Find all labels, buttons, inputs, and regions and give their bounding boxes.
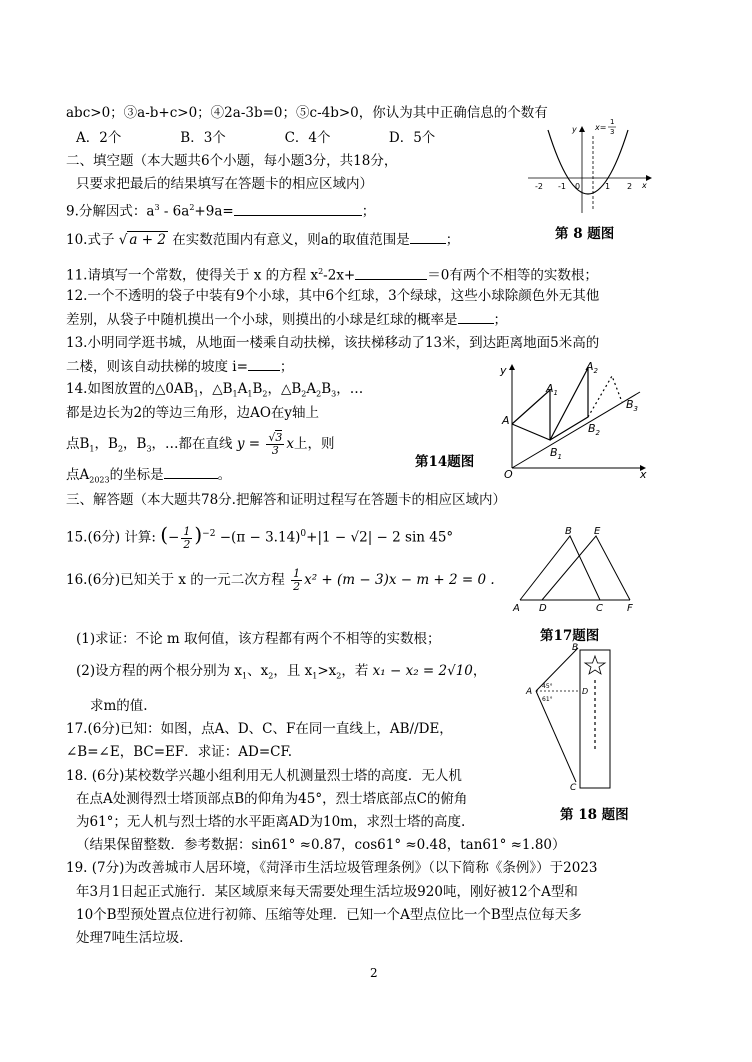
q13-line1: 13.小明同学逛书城，从地面一楼乘自动扶梯，该扶梯移动了13米，到达距离地面5米高的	[66, 335, 600, 351]
fig14-B2: $B_2$	[588, 422, 601, 437]
q12-text: 差别，从袋子中随机摸出一个小球，则摸出的小球是红球的概率是	[66, 312, 458, 328]
fig14-x-label: x	[640, 468, 647, 481]
fig14-A1: $A_1$	[546, 382, 558, 397]
line-eq-x: x	[286, 436, 295, 452]
q8-condition-line: abc>0；③a-b+c>0；④2a-3b=0；⑤c-4b>0，你认为其中正确信息的个数有	[66, 105, 548, 121]
q14-t8: ，…	[336, 381, 364, 397]
q16-sub3: 1	[312, 671, 318, 681]
fig18-line-ac	[536, 691, 576, 782]
q17-line2: ∠B=∠E，BC=EF．求证：AD=CF.	[66, 744, 293, 760]
q19-line2: 年3月1日起正式施行．某区域原来每天需要处理生活垃圾920吨，刚好被12个A型和	[76, 884, 578, 900]
fig8-tick-neg2: -2	[535, 182, 543, 191]
q9-end: ；	[361, 203, 376, 220]
page-number: 2	[370, 966, 378, 980]
sqrt-a-plus-2: √ a + 2	[118, 232, 166, 248]
q14-sub6: 2	[316, 389, 322, 399]
q14-line4	[66, 464, 231, 491]
q9-text-3: +9a=	[194, 203, 234, 220]
q14-line1	[66, 379, 363, 405]
option-b: B．3个	[180, 130, 226, 146]
q17-line1: 17.(6分)已知：如图，点A、D、C、F在同一直线上，AB//DE，	[66, 721, 453, 737]
frac-den: 3	[271, 444, 279, 457]
fig18-B: B	[572, 643, 579, 653]
q10-text-2: 在实数范围内有意义，则a的取值范围是	[172, 232, 410, 248]
q15-exp: −2	[202, 529, 216, 539]
fig14-line	[512, 392, 640, 468]
fig8-sym-den: 3	[610, 128, 615, 136]
figure-17-triangles	[510, 526, 640, 616]
fig8-x-label: x	[642, 181, 647, 190]
q15-half-n: 1	[183, 524, 191, 538]
q10-end: ；	[445, 232, 460, 248]
figure-18-tower	[522, 642, 632, 792]
q13-text: 二楼，则该自动扶梯的坡度 i=	[66, 359, 248, 375]
q9-answer-blank[interactable]	[234, 201, 362, 216]
figure-8-parabola	[528, 118, 658, 218]
q14-c1: 点B	[66, 436, 90, 452]
q15-text: 15.(6分) 计算:	[66, 529, 156, 546]
q14-t6: A	[306, 381, 317, 397]
q10-answer-blank[interactable]	[410, 229, 446, 244]
q16-c6: ，	[472, 663, 487, 679]
q9-text-2: - 6a	[159, 203, 190, 220]
sqrt3-over-3: $\frac{√3}{3}$	[268, 431, 283, 457]
fig18-A: A	[526, 687, 533, 697]
fig8-x-arrow	[646, 175, 652, 181]
option-c: C．4个	[284, 130, 331, 146]
q16-half-d: 2	[293, 580, 301, 593]
q10-text: 10.式子	[66, 232, 115, 248]
q14-sub3: 1	[247, 389, 253, 399]
q14-line2: 都是边长为2的等边三角形，边AO在y轴上	[66, 405, 320, 421]
fig17-triangle-def	[542, 536, 630, 600]
q15-paren-close: )	[194, 522, 203, 547]
fig14-triangle-2	[550, 368, 588, 440]
q12-answer-blank[interactable]	[458, 309, 494, 324]
q16-root-diff: x₁ − x₂ = 2√10	[372, 663, 473, 679]
q14-d2: 的坐标是	[109, 467, 164, 483]
q19-line3: 10个B型预处置点位进行初筛、压缩等处理．已知一个A型点位比一个B型点位每天多	[76, 907, 582, 923]
fig17-C: C	[596, 603, 603, 614]
fig14-triangle-1	[512, 390, 550, 440]
q15-paren-open: (	[160, 522, 169, 547]
q12-line2	[66, 309, 507, 330]
q16-half	[291, 568, 302, 593]
fig8-tick-1: 1	[605, 182, 611, 191]
q16-c3: ，且 x	[273, 663, 313, 679]
q14-sub2: 1	[232, 389, 238, 399]
fig14-origin: O	[504, 468, 513, 481]
fig8-y-label: y	[572, 125, 577, 134]
q13-answer-blank[interactable]	[248, 356, 280, 371]
q14-d1: 点A	[66, 467, 90, 483]
q15-minus: −	[168, 529, 180, 546]
q19-line1: 19. (7分)为改善城市人居环境，《菏泽市生活垃圾管理条例》（以下简称《条例》）于2023	[66, 860, 598, 876]
fig18-angle-45: 45°	[542, 683, 553, 690]
option-d: D．5个	[388, 130, 436, 146]
q14-sub5: 2	[301, 389, 307, 399]
q12-end: ；	[493, 312, 507, 328]
q13-end: ；	[279, 359, 294, 375]
fig8-y-arrow	[579, 126, 585, 132]
q15-term3: +|1 − √2| − 2 sin 45°	[306, 529, 454, 546]
q14-c3: ，B	[123, 436, 147, 452]
q18-line3: 为61°；无人机与烈士塔的水平距离AD为10m，求烈士塔的高度.	[76, 814, 466, 830]
caption-fig-14: 第14题图	[415, 454, 475, 470]
section-3-title: 三、解答题（本大题共78分.把解答和证明过程写在答题卡的相应区域内）	[66, 492, 506, 508]
q16-c2: 、x	[247, 663, 269, 679]
q14-answer-blank[interactable]	[164, 464, 218, 479]
q14-c-sub2: 2	[117, 444, 124, 454]
q14-c5: 上，则	[294, 436, 335, 452]
q9-sup-3: 3	[154, 203, 160, 212]
fig8-tick-neg1: -1	[558, 182, 566, 191]
q9	[66, 198, 375, 222]
fig17-A: A	[513, 603, 520, 614]
q14-t7: B	[321, 381, 332, 397]
q16-part2	[76, 661, 486, 687]
fig8-origin: 0	[575, 182, 581, 191]
q12-line1: 12.一个不透明的袋子中装有9个小球，其中6个红球，3个绿球，这些小球除颜色外无其他	[66, 288, 600, 304]
q14-c-sub1: 1	[89, 444, 95, 454]
q11-text-3: ＝0有两个不相等的实数根；	[427, 267, 598, 284]
fig8-sym-label: x=	[595, 123, 607, 132]
q18-line4: （结果保留整数．参考数据：sin61° ≈0.87，cos61° ≈0.48，tan61° ≈1.80）	[76, 837, 566, 853]
star-icon	[585, 656, 605, 674]
q16-part1: (1)求证：不论 m 取何值，该方程都有两个不相等的实数根；	[76, 631, 441, 647]
q16-half-n: 1	[293, 567, 301, 580]
fig14-B1: $B_1$	[550, 446, 563, 461]
fig8-tick-2: 2	[627, 182, 633, 191]
figure-14-triangles	[500, 362, 650, 480]
q18-line1: 18. (6分)某校数学兴趣小组利用无人机测量烈士塔的高度．无人机	[66, 768, 462, 784]
q9-text: 9.分解因式：a	[66, 203, 155, 220]
q14-sub4: 2	[262, 389, 268, 399]
q14-c4: ，…都在直线	[151, 436, 233, 452]
q14-t5: ，△B	[267, 381, 302, 397]
q16-equation: x² + (m − 3)x − m + 2 = 0 .	[304, 572, 495, 588]
fig18-angle-61: 61°	[542, 696, 553, 703]
q11-answer-blank[interactable]	[355, 265, 427, 280]
caption-fig-8: 第 8 题图	[555, 226, 615, 242]
q14-t4: B	[252, 381, 263, 397]
q14-sub7: 3	[331, 389, 337, 399]
fig8-sym-num: 1	[610, 118, 615, 126]
q14-line3	[66, 432, 335, 460]
q14-sub1: 1	[193, 389, 199, 399]
q14-c-sub3: 3	[146, 444, 152, 454]
fig14-y-label: y	[500, 364, 507, 377]
q16-sub4: 2	[336, 671, 342, 681]
fig14-y-arrow	[509, 364, 515, 370]
q14-c2: ，B	[94, 436, 118, 452]
q10	[66, 229, 459, 250]
q16-c1: (2)设方程的两个根分别为 x	[76, 663, 243, 679]
q14-d-sub: 2023	[89, 475, 110, 485]
q15-term2: −(π − 3.14)	[219, 529, 301, 546]
q15	[66, 524, 453, 551]
fig14-B3: $B_3$	[626, 398, 639, 413]
q18-line2: 在点A处测得烈士塔顶部点B的仰角为45°，烈士塔底部点C的俯角	[76, 791, 468, 807]
fig17-D: D	[539, 603, 547, 614]
option-a: A．2个	[76, 130, 122, 146]
caption-fig-17: 第17题图	[540, 628, 600, 644]
q16-sub2: 2	[268, 671, 274, 681]
q16-text: 16.(6分)已知关于 x 的一元二次方程	[66, 572, 285, 588]
q11-text-2: -2x+	[323, 267, 356, 284]
fig14-A2: $A_2$	[586, 360, 598, 375]
q16-c5: ，若	[341, 663, 369, 679]
fig18-C: C	[570, 783, 577, 793]
q14-d-end: 。	[217, 467, 232, 483]
section-2-subtitle: 只要求把最后的结果填写在答题卡的相应区域内）	[76, 176, 373, 192]
q13-line2	[66, 356, 293, 377]
q14-t2: ，△B	[198, 381, 233, 397]
q11	[66, 262, 598, 286]
caption-fig-18: 第 18 题图	[560, 807, 629, 823]
fig14-A: A	[502, 414, 510, 427]
fig18-D: D	[582, 687, 589, 696]
line-eq-y: y =	[236, 436, 261, 452]
sqrt-radicand: a + 2	[129, 232, 166, 248]
fig17-E: E	[594, 526, 601, 537]
frac-num: 3	[275, 431, 283, 444]
section-2-title: 二、填空题（本大题共6个小题，每小题3分，共18分，	[66, 153, 398, 169]
q15-half	[181, 526, 192, 551]
q15-half-d: 2	[183, 537, 191, 551]
fig17-B: B	[565, 526, 572, 537]
q14-t3: A	[237, 381, 248, 397]
q16	[66, 568, 495, 593]
q11-text: 11.请填写一个常数，使得关于 x 的方程 x	[66, 267, 319, 284]
q11-sup: 2	[318, 267, 324, 276]
q15-exp0: 0	[300, 529, 307, 539]
q16-sub1: 1	[242, 671, 248, 681]
q14-t1: 14.如图放置的△0AB	[66, 381, 194, 397]
q8-options	[76, 128, 489, 148]
q16-part2-cont: 求m的值.	[90, 698, 148, 714]
q19-line4: 处理7吨生活垃圾.	[76, 930, 184, 946]
q16-c4: >x	[317, 663, 337, 679]
fig17-F: F	[627, 603, 633, 614]
q9-sup-2: 2	[189, 203, 195, 212]
fig14-triangle-3	[588, 376, 622, 417]
